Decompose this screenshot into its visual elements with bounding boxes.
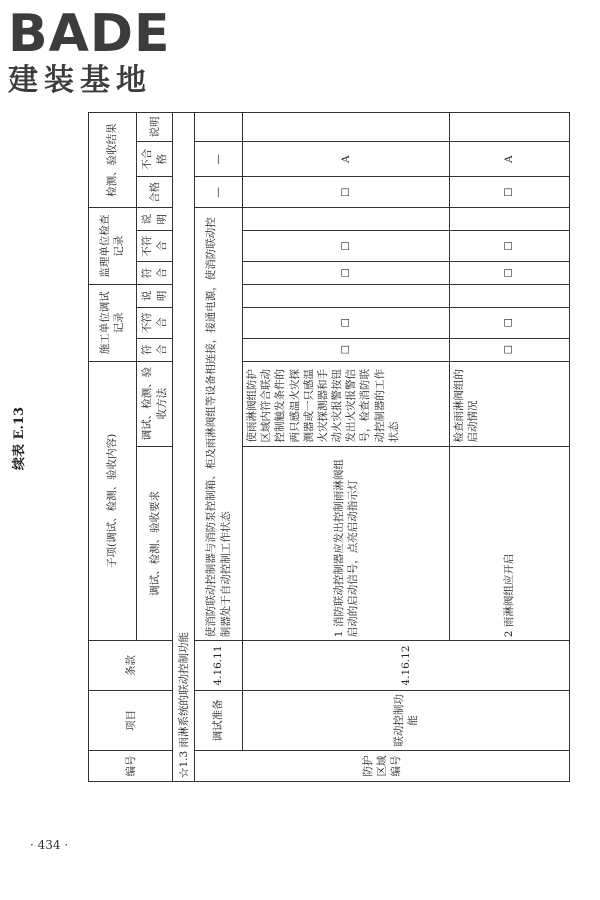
section-heading: ☆1.3 雨淋系统的联动控制功能: [173, 113, 195, 782]
item2-note-s: [450, 208, 570, 231]
item1-nonconform-s[interactable]: ☐: [243, 231, 450, 262]
zone-label: 防护区域编号: [195, 750, 570, 781]
func-label: 联动控制功能: [243, 690, 570, 750]
prep-label: 调试准备: [195, 690, 243, 750]
header-subitem: 子项(调试、检测、验收内容): [89, 361, 137, 641]
prep-text: 使消防联动控制器与消防泵控制箱、柜及雨淋阀组等设备相连接，接通电源，使消防联动控制器处于自动控制工作状态: [195, 208, 243, 641]
item2-method: 检查雨淋阀组的启动情况: [450, 361, 570, 446]
header-requirement: 调试、检测、验收要求: [136, 446, 172, 641]
inspection-table: [88, 112, 570, 782]
header-note-s: 说明: [136, 208, 172, 231]
item2-nonconform-c[interactable]: ☐: [450, 307, 570, 338]
logo-subtitle: 建装基地: [8, 63, 152, 98]
func-clause: 4.16.12: [243, 641, 570, 691]
item1-conform-c[interactable]: ☐: [243, 338, 450, 361]
item1-note-c: [243, 284, 450, 307]
item2-note-r: [450, 113, 570, 142]
header-conform-c: 符合: [136, 338, 172, 361]
item2-fail: A: [450, 142, 570, 177]
item1-method: 使雨淋阀组防护区域内符合联动控制触发条件的两只感温火灾探测器或一只感温火灾探测器和手动火灾报警按钮发出火灾报警信号，检查消防联动控制器的工作状态: [243, 361, 450, 446]
header-result: 检测、验收结果: [89, 113, 137, 208]
header-conform-s: 符合: [136, 262, 172, 285]
item2-conform-s[interactable]: ☐: [450, 262, 570, 285]
header-clause: 条款: [89, 641, 173, 691]
item2-pass[interactable]: ☐: [450, 177, 570, 208]
item2-note-c: [450, 284, 570, 307]
item2-nonconform-s[interactable]: ☐: [450, 231, 570, 262]
header-item: 项目: [89, 690, 173, 750]
item1-fail: A: [243, 142, 450, 177]
item1-pass[interactable]: ☐: [243, 177, 450, 208]
item1-note-r: [243, 113, 450, 142]
page-number: · 434 ·: [30, 838, 69, 852]
item2-conform-c[interactable]: ☐: [450, 338, 570, 361]
prep-note: [195, 113, 243, 142]
logo-word: BADE: [8, 4, 171, 64]
item1-note-s: [243, 208, 450, 231]
prep-pass-mark: —: [195, 177, 243, 208]
table-title: 续表 E.13: [12, 406, 27, 470]
header-no: 编号: [89, 750, 173, 781]
header-note-r: 说明: [136, 113, 172, 142]
header-note-c: 说明: [136, 284, 172, 307]
prep-fail-mark: —: [195, 142, 243, 177]
header-construction: 施工单位调试记录: [89, 284, 137, 361]
item2-requirement: 2 雨淋阀组应开启: [450, 446, 570, 641]
prep-clause: 4.16.11: [195, 641, 243, 691]
header-pass: 合格: [136, 177, 172, 208]
item1-requirement: 1 消防联动控制器应发出控制雨淋阀组启动的启动信号，点亮启动指示灯: [243, 446, 450, 641]
item1-nonconform-c[interactable]: ☐: [243, 307, 450, 338]
item1-conform-s[interactable]: ☐: [243, 262, 450, 285]
header-supervision: 监理单位检查记录: [89, 208, 137, 285]
header-method: 调试、检测、验收方法: [136, 361, 172, 446]
header-nonconform-s: 不符合: [136, 231, 172, 262]
header-fail: 不合格: [136, 142, 172, 177]
header-nonconform-c: 不符合: [136, 307, 172, 338]
